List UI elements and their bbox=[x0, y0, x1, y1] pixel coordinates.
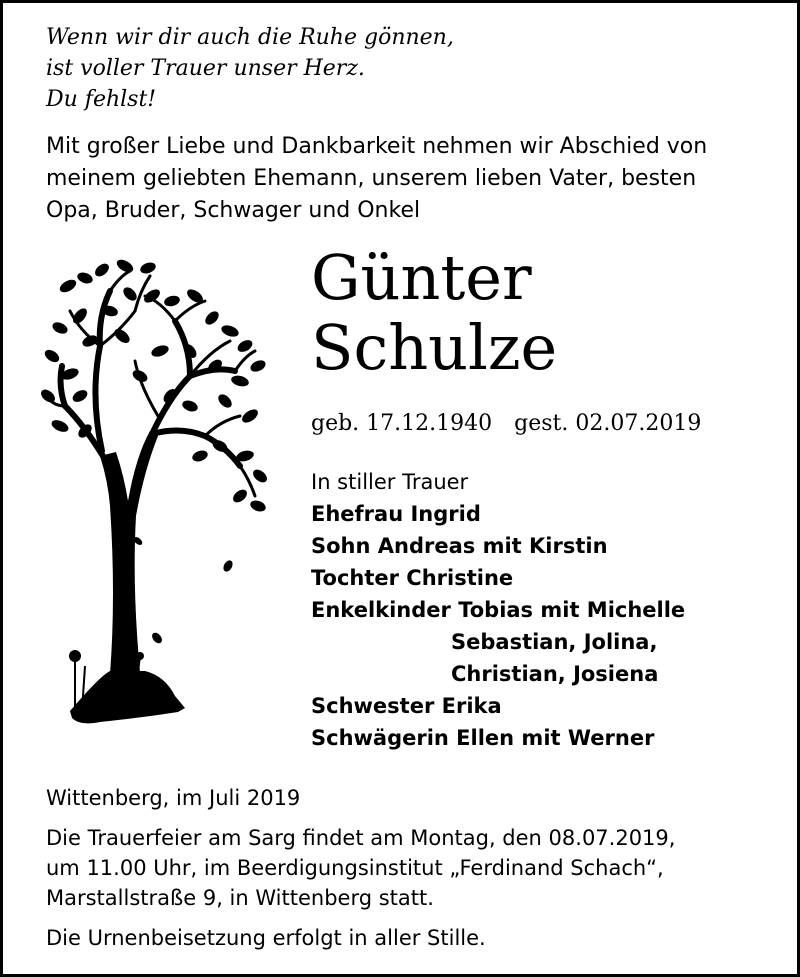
tree-illustration bbox=[40, 256, 280, 746]
footer-text bbox=[46, 783, 675, 953]
poem-line: Wenn wir dir auch die Ruhe gönnen, bbox=[46, 25, 454, 50]
mourner-line: Tochter Christine bbox=[311, 566, 514, 590]
ceremony-line: um 11.00 Uhr, im Beerdigungsinstitut „Ferdinand Schach“, bbox=[46, 856, 664, 880]
life-dates bbox=[311, 408, 723, 440]
mourner-line: Sebastian, Jolina, bbox=[451, 630, 658, 654]
ceremony-line: Die Trauerfeier am Sarg findet am Montag, den 08.07.2019, bbox=[46, 826, 676, 850]
mourners-list bbox=[311, 466, 685, 754]
mourner-line: Ehefrau Ingrid bbox=[311, 502, 481, 526]
last-name: Schulze bbox=[311, 311, 558, 384]
mourner-line: Schwester Erika bbox=[311, 694, 502, 718]
poem bbox=[46, 22, 454, 115]
deceased-name bbox=[311, 243, 557, 383]
death-date: gest. 02.07.2019 bbox=[514, 411, 702, 436]
first-name: Günter bbox=[311, 241, 532, 314]
mourner-line: Enkelkinder Tobias mit Michelle bbox=[311, 598, 686, 622]
urn-burial-note: Die Urnenbeisetzung erfolgt in aller Stille. bbox=[46, 926, 486, 950]
poem-line: Du fehlst! bbox=[46, 87, 157, 112]
mourners-heading: In stiller Trauer bbox=[311, 470, 469, 494]
poem-line: ist voller Trauer unser Herz. bbox=[46, 56, 365, 81]
intro-line: Mit großer Liebe und Dankbarkeit nehmen wir Abschied von bbox=[46, 134, 708, 159]
intro-line: meinem geliebten Ehemann, unserem lieben Vater, besten bbox=[46, 166, 697, 191]
ceremony-line: Marstallstraße 9, in Wittenberg statt. bbox=[46, 886, 434, 910]
mourner-line: Schwägerin Ellen mit Werner bbox=[311, 726, 655, 750]
mourner-line: Sohn Andreas mit Kirstin bbox=[311, 534, 608, 558]
intro-text bbox=[46, 131, 707, 227]
birth-date: geb. 17.12.1940 bbox=[311, 411, 493, 436]
mourner-line: Christian, Josiena bbox=[451, 662, 659, 686]
intro-line: Opa, Bruder, Schwager und Onkel bbox=[46, 198, 421, 223]
place-date: Wittenberg, im Juli 2019 bbox=[46, 786, 301, 810]
